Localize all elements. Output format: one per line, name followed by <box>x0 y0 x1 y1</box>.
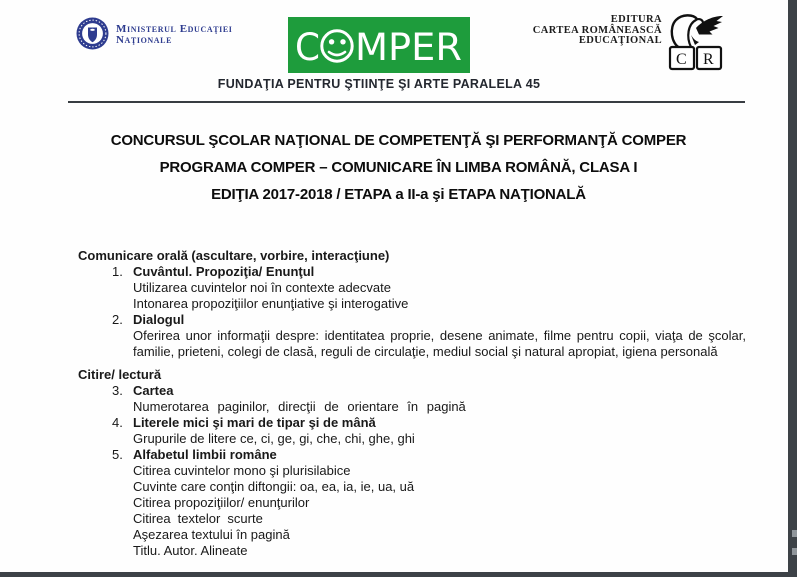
title-line-2: PROGRAMA COMPER – COMUNICARE ÎN LIMBA ROMÂNĂ, CLASA I <box>159 159 638 176</box>
item-detail-paragraph: Oferirea unor informaţii despre: identitatea proprie, desene animate, filme pentru copii, viaţa de şcolar, familie, prieteni, colegi de clasă, reguli de circulaţie, mediul social şi natural apropiat, igiena personală <box>133 328 746 359</box>
item-detail: Numerotarea paginilor, direcţii de orientare în pagină <box>133 399 466 414</box>
section-comunicare-orala <box>78 248 746 360</box>
cr-block-letter-r: R <box>703 51 714 68</box>
comper-logo <box>288 17 470 78</box>
cartea-romaneasca-logo-icon <box>666 12 726 77</box>
publisher-line-2: CARTEA ROMÂNEASCĂ <box>532 24 662 36</box>
ministry-line-1: Ministerul Educaţiei <box>116 23 233 35</box>
item-detail: Intonarea propoziţiilor enunţiative şi interogative <box>133 296 409 311</box>
item-number: 4. <box>112 415 123 430</box>
item-title: Dialogul <box>133 312 185 327</box>
item-detail: Aşezarea textului în pagină <box>133 527 290 542</box>
scan-notch <box>792 530 797 537</box>
publisher-line-3: EDUCAŢIONAL <box>578 35 662 46</box>
ministry-line-2: Naţionale <box>116 34 173 46</box>
ministry-name <box>116 24 233 46</box>
item-detail: Citirea cuvintelor mono şi plurisilabice <box>133 463 351 478</box>
list-item-1 <box>78 264 746 280</box>
page-edge-right <box>788 0 797 577</box>
cr-block-letter-c: C <box>676 51 687 68</box>
item-detail: Cuvinte care conţin diftongii: oa, ea, ia, ie, ua, uă <box>133 479 415 494</box>
item-number: 1. <box>112 264 123 279</box>
comper-letter-c: C <box>295 26 320 69</box>
item-title: Cartea <box>133 383 174 398</box>
title-line-3: EDIŢIA 2017-2018 / ETAPA a II-a şi ETAPA NAŢIONALĂ <box>211 186 586 203</box>
section-citire-lectura <box>78 367 746 559</box>
item-number: 3. <box>112 383 123 398</box>
foundation-banner: FUNDAŢIA PENTRU ŞTIINŢE ŞI ARTE PARALELA 45 <box>217 77 541 91</box>
government-seal-icon <box>76 17 109 55</box>
header-divider <box>68 101 745 103</box>
item-title: Literele mici şi mari de tipar şi de mână <box>133 415 376 430</box>
document-title <box>20 127 777 208</box>
program-content <box>78 248 746 559</box>
item-title: Alfabetul limbii române <box>133 447 277 462</box>
list-item-2 <box>78 312 746 328</box>
item-title: Cuvântul. Propoziţia/ Enunţul <box>133 264 315 279</box>
scan-notch <box>792 548 797 555</box>
list-item-5 <box>78 447 746 463</box>
list-item-4 <box>78 415 746 431</box>
section-heading: Comunicare orală (ascultare, vorbire, interacţiune) <box>78 248 390 263</box>
item-number: 2. <box>112 312 123 327</box>
item-detail: Citirea propoziţiilor/ enunţurilor <box>133 495 310 510</box>
publisher-name <box>500 15 662 47</box>
section-heading: Citire/ lectură <box>78 367 162 382</box>
item-detail: Grupurile de litere ce, ci, ge, gi, che, chi, ghe, ghi <box>133 431 415 446</box>
item-number: 5. <box>112 447 123 462</box>
item-detail: Utilizarea cuvintelor noi în contexte adecvate <box>133 280 391 295</box>
item-detail: Citirea textelor scurte <box>133 511 263 526</box>
item-detail: Titlu. Autor. Alineate <box>133 543 248 558</box>
list-item-3 <box>78 383 746 399</box>
page-edge-bottom <box>0 572 797 577</box>
title-line-1: CONCURSUL ŞCOLAR NAŢIONAL DE COMPETENŢĂ ŞI PERFORMANŢĂ COMPER <box>110 132 687 149</box>
publisher-line-1: EDITURA <box>610 14 662 25</box>
comper-letters-mper: MPER <box>355 26 462 69</box>
